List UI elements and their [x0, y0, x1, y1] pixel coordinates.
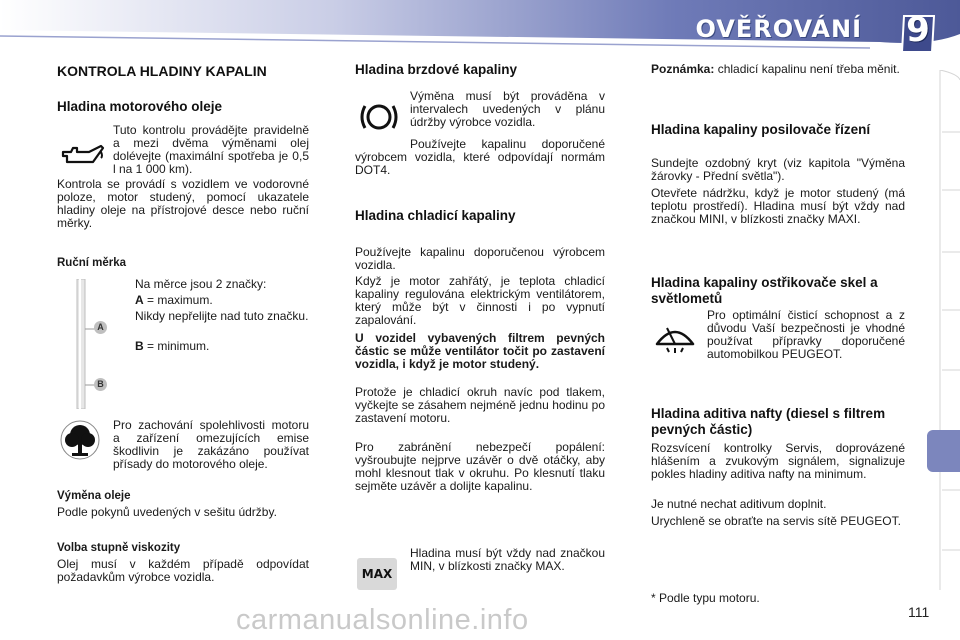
engine-oil-heading: Hladina motorového oleje [57, 99, 223, 114]
dipstick-mark-a-line [135, 294, 309, 307]
dipstick-illustration [73, 279, 117, 409]
diesel-additive-text-1: Rozsvícení kontrolky Servis, doprovázené hlášením a zvukovým signálem, signalizuje pokles hladiny aditiva nafty na minimum. [651, 441, 905, 481]
page-title: OVĚŘOVÁNÍ [695, 15, 862, 43]
oil-change-text: Podle pokynů uvedených v sešitu údržby. [57, 505, 277, 519]
chapter-side-tabs [922, 70, 960, 590]
coolant-heading: Hladina chladicí kapaliny [355, 208, 516, 223]
coolant-text-4: Pro zabránění nebezpečí popálení: vyšroubujte nejprve uzávěr o dvě otáčky, aby mohl klesnout tlak v okruhu. Po klesnutí tlaku sejměte uzávěr a dolijte kapalinu. [355, 440, 605, 493]
coolant-warning: U vozidel vybavených filtrem pevných částic se může ventilátor točit po zastavení vozidla, i když je motor studený. [355, 331, 605, 371]
mark-a-letter: A [135, 293, 144, 307]
footnote: * Podle typu motoru. [651, 591, 760, 605]
diesel-additive-text-2: Je nutné nechat aditivum doplnit. [651, 497, 827, 511]
viscosity-text: Olej musí v každém případě odpovídat požadavkům výrobce vozidla. [57, 557, 309, 584]
dipstick-warning: Nikdy nepřelijte nad tuto značku. [135, 309, 309, 323]
dipstick-mark-b-line [135, 340, 309, 353]
diesel-additive-text-3: Urychleně se obraťte na servis sítě PEUGEOT. [651, 514, 901, 528]
coolant-text-3: Protože je chladicí okruh navíc pod tlakem, vyčkejte se zásahem nejméně jednu hodinu po zastavení motoru. [355, 385, 605, 425]
dipstick-heading: Ruční měrka [57, 257, 127, 269]
note-paragraph [651, 63, 905, 76]
max-icon-label: MAX [361, 567, 393, 581]
brake-heading: Hladina brzdové kapaliny [355, 62, 518, 77]
brake-warning-icon [358, 100, 400, 134]
dipstick-mark-a: A [94, 321, 107, 334]
watermark: carmanualsonline.info [236, 604, 529, 636]
washer-heading: Hladina kapaliny ostřikovače skel a světlometů [651, 275, 878, 306]
mark-b-letter: B [135, 339, 144, 353]
note-text: chladicí kapalinu není třeba měnit. [714, 62, 900, 76]
diesel-additive-heading: Hladina aditiva nafty (diesel s filtrem pevných částic) [651, 406, 886, 437]
washer-text: Pro optimální čisticí schopnost a z důvodu Vaší bezpečnosti je vhodné používat přípravky doporučené automobilkou PEUGEOT. [707, 308, 905, 361]
power-steering-text-2: Otevřete nádržku, když je motor studený (má teplotu prostředí). Hladina musí být vždy nad značkou MINI, v blízkosti značky MAXI. [651, 186, 905, 226]
page-number: 111 [908, 604, 930, 620]
engine-oil-intro: Tuto kontrolu provádějte pravidelně a mezi dvěma výměnami olej dolévejte (maximální spotřeba je 0,5 l na 1 000 km). [113, 123, 309, 176]
dipstick-mark-b: B [94, 378, 107, 391]
additives-text: Pro zachování spolehlivosti motoru a zařízení omezujících emise škodlivin je zakázáno používat přísady do motorového oleje. [113, 418, 309, 471]
brake-text-2: Používejte kapalinu doporučené výrobcem vozidla, které odpovídají normám DOT4. [355, 137, 605, 177]
tree-icon [59, 420, 101, 460]
chapter-tab-active[interactable] [927, 430, 960, 472]
max-icon [357, 558, 397, 590]
note-label: Poznámka: [651, 62, 715, 76]
mark-b-text: = minimum. [143, 339, 210, 353]
brake-text-1: Výměna musí být prováděna v intervalech uvedených v plánu údržby výrobce vozidla. [410, 89, 605, 129]
chapter-number: 9 [906, 10, 930, 50]
oil-can-icon [59, 142, 105, 168]
section-title: KONTROLA HLADINY KAPALIN [57, 63, 267, 79]
coolant-text-2: Když je motor zahřátý, je teplota chladicí kapaliny regulována elektrickým ventilátorem, který může být v činnosti i po vypnutí zapalování. [355, 274, 605, 327]
max-note-text: Hladina musí být vždy nad značkou MIN, v blízkosti značky MAX. [410, 546, 605, 573]
dipstick-intro: Na měrce jsou 2 značky: [135, 277, 267, 291]
engine-oil-body: Kontrola se provádí s vozidlem ve vodorovné poloze, motor studený, pomocí ukazatele hladiny oleje na přístrojové desce nebo ruční měrky. [57, 177, 309, 230]
windscreen-washer-icon [653, 318, 697, 354]
oil-change-heading: Výměna oleje [57, 490, 131, 502]
viscosity-heading: Volba stupně viskozity [57, 542, 181, 554]
coolant-text-1: Používejte kapalinu doporučenou výrobcem vozidla. [355, 245, 605, 272]
mark-a-text: = maximum. [143, 293, 213, 307]
power-steering-heading: Hladina kapaliny posilovače řízení [651, 122, 871, 137]
power-steering-text-1: Sundejte ozdobný kryt (viz kapitola "Výměna žárovky - Přední světla"). [651, 156, 905, 183]
